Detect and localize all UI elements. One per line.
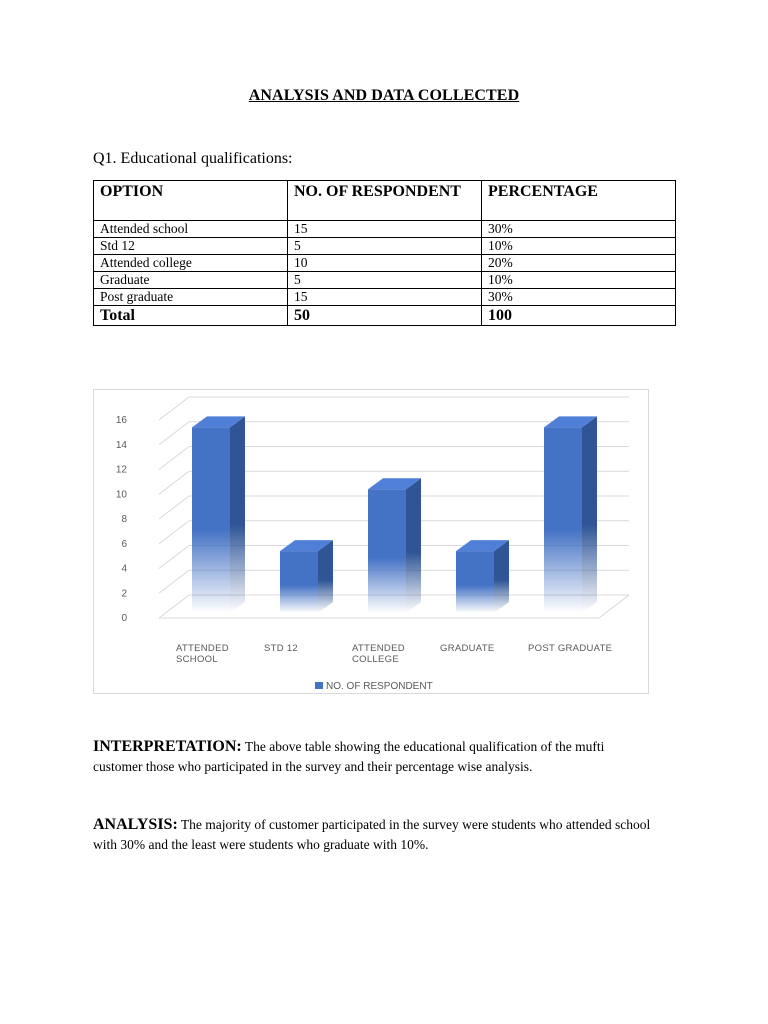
- y-tick-label: 12: [115, 464, 127, 476]
- y-tick-label: 6: [121, 538, 127, 550]
- gridline-diagonal: [159, 422, 189, 445]
- bar-side: [318, 540, 333, 613]
- y-tick-label: 0: [121, 613, 127, 624]
- cell-percentage: 30%: [482, 289, 676, 306]
- chart-bars: [192, 416, 597, 613]
- interpretation-text: The above table showing the educational qualification of the mufti customer those who participated in the survey and their percentage wise analysis.: [93, 739, 605, 774]
- page-title: ANALYSIS AND DATA COLLECTED: [248, 87, 520, 104]
- table-row: [94, 221, 676, 238]
- cell-percentage: 20%: [482, 255, 676, 272]
- x-tick-label: ATTENDED SCHOOL: [176, 643, 229, 665]
- table-total-row: [94, 306, 676, 326]
- bar-side: [406, 478, 421, 613]
- y-tick-label: 8: [121, 514, 127, 525]
- bar-front: [544, 427, 582, 613]
- header-respondent: NO. OF RESPONDENT: [288, 181, 482, 221]
- cell-respondent: 10: [288, 255, 482, 272]
- gridline-diagonal: [159, 471, 189, 494]
- bar-front: [192, 427, 230, 613]
- bar-side: [230, 416, 245, 613]
- cell-option: Attended college: [94, 255, 288, 272]
- y-tick-label: 2: [121, 588, 127, 600]
- table-row: [94, 289, 676, 306]
- analysis-text: The majority of customer participated in the survey were students who attended school with 30% and the least were students who graduate with 10%.: [93, 817, 651, 852]
- qualification-table: [93, 180, 676, 326]
- bar: [192, 416, 245, 613]
- gridline-diagonal: [159, 397, 189, 420]
- total-percentage: 100: [482, 306, 676, 326]
- cell-respondent: 15: [288, 221, 482, 238]
- legend-label: NO. OF RESPONDENT: [326, 681, 433, 692]
- y-tick-label: 4: [121, 563, 127, 575]
- cell-respondent: 15: [288, 289, 482, 306]
- table-row: [94, 255, 676, 272]
- legend-swatch: [315, 682, 323, 689]
- header-percentage: PERCENTAGE: [482, 181, 676, 221]
- bar-side: [582, 416, 597, 613]
- gridline-diagonal: [159, 521, 189, 544]
- cell-percentage: 10%: [482, 238, 676, 255]
- x-tick-label: STD 12: [264, 643, 299, 654]
- y-tick-label: 16: [115, 415, 127, 426]
- y-axis-ticks: [116, 415, 128, 624]
- cell-option: Graduate: [94, 272, 288, 289]
- table-header-row: [94, 181, 676, 221]
- gridline-diagonal: [159, 447, 189, 470]
- chart-legend: [315, 681, 433, 692]
- table-row: [94, 272, 676, 289]
- x-tick-label: POST GRADUATE: [528, 643, 613, 654]
- cell-respondent: 5: [288, 272, 482, 289]
- bar-side: [494, 540, 509, 613]
- analysis-paragraph: [93, 815, 653, 855]
- y-tick-label: 14: [115, 439, 127, 451]
- interpretation-label: INTERPRETATION:: [93, 738, 242, 755]
- chart-canvas: [94, 390, 650, 695]
- x-tick-label: ATTENDED COLLEGE: [352, 643, 405, 665]
- x-axis-labels: [176, 643, 612, 665]
- gridline-diagonal: [159, 595, 189, 618]
- bar-front: [280, 551, 318, 613]
- question-heading: Q1. Educational qualifications:: [93, 150, 293, 167]
- respondent-bar-chart: [93, 389, 649, 694]
- cell-option: Std 12: [94, 238, 288, 255]
- bar-front: [456, 551, 494, 613]
- total-label: Total: [94, 306, 288, 326]
- total-respondent: 50: [288, 306, 482, 326]
- cell-percentage: 30%: [482, 221, 676, 238]
- gridline-diagonal: [159, 546, 189, 569]
- header-option: OPTION: [94, 181, 288, 221]
- cell-percentage: 10%: [482, 272, 676, 289]
- cell-option: Attended school: [94, 221, 288, 238]
- interpretation-paragraph: [93, 737, 653, 777]
- y-tick-label: 10: [115, 489, 127, 501]
- bar: [544, 416, 597, 613]
- x-tick-label: GRADUATE: [440, 643, 495, 654]
- bar: [280, 540, 333, 613]
- cell-option: Post graduate: [94, 289, 288, 306]
- table-row: [94, 238, 676, 255]
- bar: [368, 478, 421, 613]
- bar-front: [368, 489, 406, 613]
- cell-respondent: 5: [288, 238, 482, 255]
- gridline-diagonal: [159, 570, 189, 593]
- analysis-label: ANALYSIS:: [93, 816, 178, 833]
- floor-line: [599, 595, 629, 618]
- bar: [456, 540, 509, 613]
- gridline-diagonal: [159, 496, 189, 519]
